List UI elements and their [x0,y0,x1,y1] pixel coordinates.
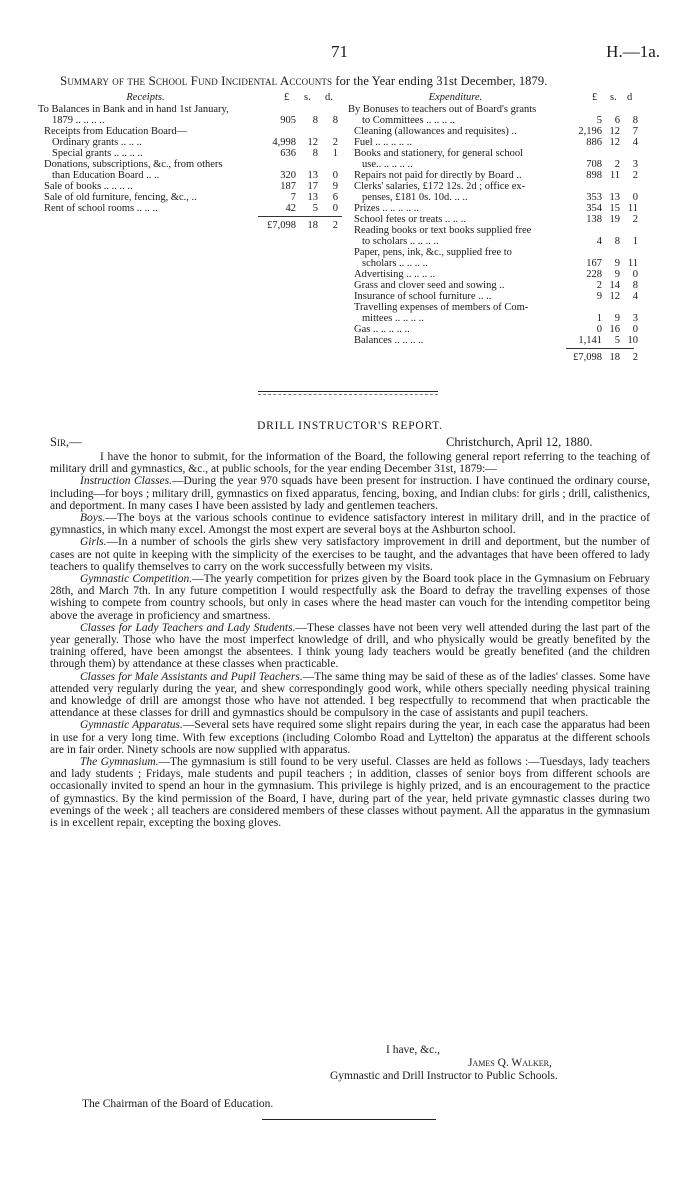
amount-shillings: 15 [609,203,620,214]
amount-pounds: 353 [586,192,602,203]
paragraph-text: —The boys at the various schools continue to evidence satisfactory interest in military drill, and in the practice of gymnastics, in which many excel. Amongst the most expert are several boys at the Ashburton school. [50,512,650,537]
shillings-unit-right: s. [610,92,617,103]
report-title: DRILL INSTRUCTOR'S REPORT. [257,420,443,432]
amount-pounds: 42 [285,203,296,214]
account-item-label: Ordinary grants .. .. .. [52,137,142,148]
amount-pence: 11 [627,203,638,214]
account-row [38,137,343,148]
amount-shillings: 6 [614,115,620,126]
account-item-label: Insurance of school furniture .. .. [354,291,492,302]
amount-pounds: 167 [586,258,602,269]
shillings-unit: s. [304,92,311,103]
account-row [348,225,633,236]
signatory-title: Gymnastic and Drill Instructor to Public Schools. [330,1070,558,1082]
account-row [38,126,343,137]
report-body [50,451,650,829]
account-item-label: Travelling expenses of members of Com- [354,302,529,313]
report-paragraph [50,756,650,829]
account-row [348,335,638,346]
amount-pounds: 905 [280,115,296,126]
receipts-header [38,92,343,104]
amount-shillings: 8 [614,236,620,247]
report-paragraph [50,512,650,536]
receipts-total [38,220,343,234]
account-item-label: Sale of books .. .. .. .. [44,181,133,192]
account-row [348,203,638,214]
amount-pence: 3 [632,159,638,170]
amount-pounds: 2 [596,280,602,291]
account-row [348,313,638,324]
pounds-unit-right: £ [592,92,598,103]
pence-unit: d. [325,92,333,103]
account-row [348,159,638,170]
expenditure-total-rule [566,348,634,349]
amount-pence: 2 [632,214,638,225]
account-row [38,159,343,170]
account-row [348,269,638,280]
amount-pounds: 4 [596,236,602,247]
closing: I have, &c., [386,1044,440,1056]
amount-pence: 8 [332,115,338,126]
amount-shillings: 16 [609,324,620,335]
signatory: James Q. Walker, [468,1057,552,1069]
account-row [348,104,633,115]
section-divider [258,391,438,392]
amount-pounds: 2,196 [578,126,602,137]
pounds-unit: £ [284,92,290,103]
amount-pence: 6 [332,192,338,203]
account-item-label: 1879 .. .. .. .. [52,115,105,126]
amount-pounds: 4,998 [272,137,296,148]
section-divider-dashed [258,394,438,395]
amount-shillings: 12 [609,137,620,148]
account-row [348,302,633,313]
account-row [348,324,638,335]
paragraph-heading: Boys. [80,512,106,525]
addressee: The Chairman of the Board of Education. [82,1098,274,1110]
amount-shillings: 14 [609,280,620,291]
account-item-label: to Committees .. .. .. .. [362,115,456,126]
account-item-label: Receipts from Education Board— [44,126,188,137]
amount-shillings: 2 [614,159,620,170]
total-pounds: £7,098 [573,352,602,363]
account-item-label: Reading books or text books supplied free [354,225,532,236]
amount-shillings: 9 [614,258,620,269]
account-item-label: mittees .. .. .. .. [362,313,424,324]
amount-pounds: 7 [290,192,296,203]
amount-pounds: 9 [596,291,602,302]
amount-pounds: 636 [280,148,296,159]
amount-pence: 8 [632,115,638,126]
account-item-label: To Balances in Bank and in hand 1st January, [38,104,229,115]
amount-pence: 2 [632,170,638,181]
amount-pounds: 1 [596,313,602,324]
paragraph-text: —These classes have not been very well attended during the last part of the year generally. Those who have the most imperfect knowledge of drill, and who physically would be greatly benefited by the training offered, have been amongst the absentees. I think young lady teachers would be greatly benefited (and the children through them) by attendance at these classes when practicable. [50,621,651,671]
total-pence: 2 [332,220,338,231]
summary-title [60,73,660,89]
amount-pounds: 1,141 [578,335,602,346]
expenditure-rows [348,104,638,346]
paragraph-text: I have the honor to submit, for the information of the Board, the following general report referring to the teaching of military drill and gymnastics, &c., at public schools, for the year ending December 31st, 1879:— [50,451,650,476]
account-item-label: Gas .. .. .. .. .. [354,324,410,335]
amount-pounds: 0 [596,324,602,335]
account-item-label: to scholars .. .. .. .. [362,236,439,247]
account-item-label: than Education Board .. .. [52,170,160,181]
account-item-label: Cleaning (allowances and requisites) .. [354,126,517,137]
amount-shillings: 5 [614,335,620,346]
end-rule [262,1119,436,1120]
account-item-label: Books and stationery, for general school [354,148,524,159]
place-date: Christchurch, April 12, 1880. [446,435,593,449]
amount-pence: 8 [632,280,638,291]
account-item-label: Donations, subscriptions, &c., from others [44,159,223,170]
total-pounds: £7,098 [267,220,296,231]
amount-pence: 9 [332,181,338,192]
account-row [38,148,343,159]
expenditure-header [348,92,633,104]
account-item-label: Advertising .. .. .. .. [354,269,436,280]
paragraph-text: —In a number of schools the girls shew very satisfactory improvement in drill and deportment, but the number of cases are not quite in keeping with the simplicity of the exercises to be taught, and the advantages that have been offered to lady teachers to qualify themselves to carry on the work successfully between my visits. [50,536,650,573]
account-item-label: School fetes or treats .. .. .. [354,214,466,225]
amount-pounds: 5 [596,115,602,126]
account-item-label: Grass and clover seed and sowing .. [354,280,505,291]
account-row [348,181,633,192]
amount-pence: 0 [632,269,638,280]
total-shillings: 18 [609,352,620,363]
salutation: Sir,— [50,435,82,449]
summary-title-suffix: for the Year ending 31st December, 1879. [335,74,548,88]
account-row [38,115,343,126]
account-row [348,247,633,258]
paragraph-heading: Classes for Male Assistants and Pupil Teachers. [80,670,303,683]
account-row [38,170,343,181]
amount-pence: 4 [632,137,638,148]
total-shillings: 18 [307,220,318,231]
amount-pounds: 354 [586,203,602,214]
account-row [38,181,343,192]
report-paragraph [50,719,650,756]
account-item-label: Clerks' salaries, £172 12s. 2d ; office ex- [354,181,526,192]
amount-shillings: 13 [307,192,318,203]
paragraph-text: —The same thing may be said of these as of the ladies' classes. Some have attended very regularly during the year, and shew correspondingly good work, while others specially needing physical training and knowledge of drill are amongst those who have not attended. I beg respectfully to recommend that when practicable the attendance at these classes for drill and gymnastics should be compulsory in the case of assistants and pupil teachers. [50,670,650,720]
amount-shillings: 12 [609,126,620,137]
receipts-rows [38,104,343,214]
account-item-label: Sale of old furniture, fencing, &c., .. [44,192,197,203]
amount-pence: 0 [632,324,638,335]
account-row [38,192,343,203]
summary-title-prefix: Summary of the School Fund Incidental Accounts [60,73,333,88]
expenditure-table [348,92,638,366]
account-row [348,126,638,137]
account-row [38,203,343,214]
amount-shillings: 8 [312,115,318,126]
amount-shillings: 19 [609,214,620,225]
amount-shillings: 17 [307,181,318,192]
report-paragraph [50,671,650,720]
account-item-label: Balances .. .. .. .. [354,335,424,346]
account-row [348,148,633,159]
expenditure-total [348,352,638,366]
receipts-total-rule [258,216,342,217]
account-item-label: Prizes .. .. .. .. .. [354,203,420,214]
report-paragraph [50,573,650,622]
amount-shillings: 5 [312,203,318,214]
amount-pence: 0 [332,203,338,214]
expenditure-heading: Expenditure. [428,92,483,103]
document-reference: H.—1a. [606,42,660,61]
amount-shillings: 13 [307,170,318,181]
paragraph-text: —During the year 970 squads have been present for instruction. I have continued the ordinary course, including—for boys ; military drill, gymnastics on fixed apparatus, fencing, boxing, and Indian clubs: for girls ; drill, calisthenics, and deportment. In many cases I have been assisted by lady and gentlemen teachers. [50,475,650,512]
receipts-heading: Receipts. [126,92,165,103]
account-item-label: Paper, pens, ink, &c., supplied free to [354,247,512,258]
paragraph-text: —The yearly competition for prizes given by the Board took place in the Gymnasium on February 28th, and March 7th. In any future competition I would respectfully ask the Board to defray the travelling expenses of those wishing to compete from country schools, but only in cases where the head master can vouch for the intending competitor being above the average in proficiency and smartness. [50,573,650,622]
account-row [348,236,638,247]
amount-pence: 1 [632,236,638,247]
account-row [348,291,638,302]
paragraph-heading: Classes for Lady Teachers and Lady Students. [80,621,296,634]
amount-pounds: 320 [280,170,296,181]
page-header [0,40,700,64]
amount-shillings: 11 [609,170,620,181]
report-paragraph [50,536,650,573]
amount-pounds: 898 [586,170,602,181]
amount-shillings: 8 [312,148,318,159]
paragraph-text: —Several sets have required some slight repairs during the year, in each case the apparatus had been in use for a very long time. With few exceptions (including Colombo Road and Lyttelton) the apparatus at the different schools are in fair order. Ninety schools are now supplied with apparatus. [50,719,651,756]
amount-pence: 1 [332,148,338,159]
amount-shillings: 13 [609,192,620,203]
account-row [348,214,638,225]
account-row [348,192,638,203]
account-item-label: Fuel .. .. .. .. .. [354,137,413,148]
amount-shillings: 9 [614,313,620,324]
account-item-label: penses, £181 0s. 10d. .. .. [362,192,468,203]
account-item-label: use.. .. .. .. .. [362,159,413,170]
paragraph-heading: Gymnastic Apparatus. [80,719,183,732]
amount-pence: 2 [332,137,338,148]
account-row [348,115,638,126]
account-item-label: By Bonuses to teachers out of Board's grants [348,104,537,115]
report-paragraph [50,475,650,512]
total-pence: 2 [632,352,638,363]
paragraph-heading: Girls. [80,536,107,549]
account-item-label: Special grants .. .. .. .. [52,148,143,159]
account-item-label: Repairs not paid for directly by Board .. [354,170,522,181]
pence-unit-right: d [627,92,633,103]
account-item-label: scholars .. .. .. .. [362,258,428,269]
amount-pence: 10 [627,335,638,346]
amount-pence: 7 [632,126,638,137]
amount-pence: 11 [627,258,638,269]
amount-pence: 0 [632,192,638,203]
page-number: 71 [331,42,348,61]
amount-pounds: 138 [586,214,602,225]
account-row [348,137,638,148]
amount-shillings: 12 [307,137,318,148]
paragraph-heading: Instruction Classes. [80,475,172,488]
paragraph-text: —The gymnasium is still found to be very useful. Classes are held as follows :—Tuesdays, lady teachers and lady students ; Fridays, male students and pupil teachers ; in addition, classes of senior boys from different schools are occasionally invited to spend an hour in the gymnasium. This privilege is highly prized, and is an encouragement to the practice of gymnastics. By the kind permission of the Board, I have, during part of the year, held private gymnastic classes during two evenings of the week ; all teachers are considered members of these classes without payment. All the apparatus in the gymnasium is in excellent repair, excepting the boxing gloves. [50,756,650,830]
amount-pounds: 228 [586,269,602,280]
receipts-table [38,92,343,234]
amount-pounds: 708 [586,159,602,170]
paragraph-heading: The Gymnasium. [80,756,159,769]
account-row [38,104,343,115]
paragraph-heading: Gymnastic Competition. [80,573,193,586]
account-row [348,258,638,269]
amount-shillings: 12 [609,291,620,302]
report-paragraph [50,451,650,475]
amount-pounds: 886 [586,137,602,148]
report-paragraph [50,622,650,671]
amount-pence: 3 [632,313,638,324]
amount-pounds: 187 [280,181,296,192]
amount-pence: 4 [632,291,638,302]
amount-shillings: 9 [614,269,620,280]
amount-pence: 0 [332,170,338,181]
account-row [348,280,638,291]
account-row [348,170,638,181]
account-item-label: Rent of school rooms .. .. .. [44,203,158,214]
